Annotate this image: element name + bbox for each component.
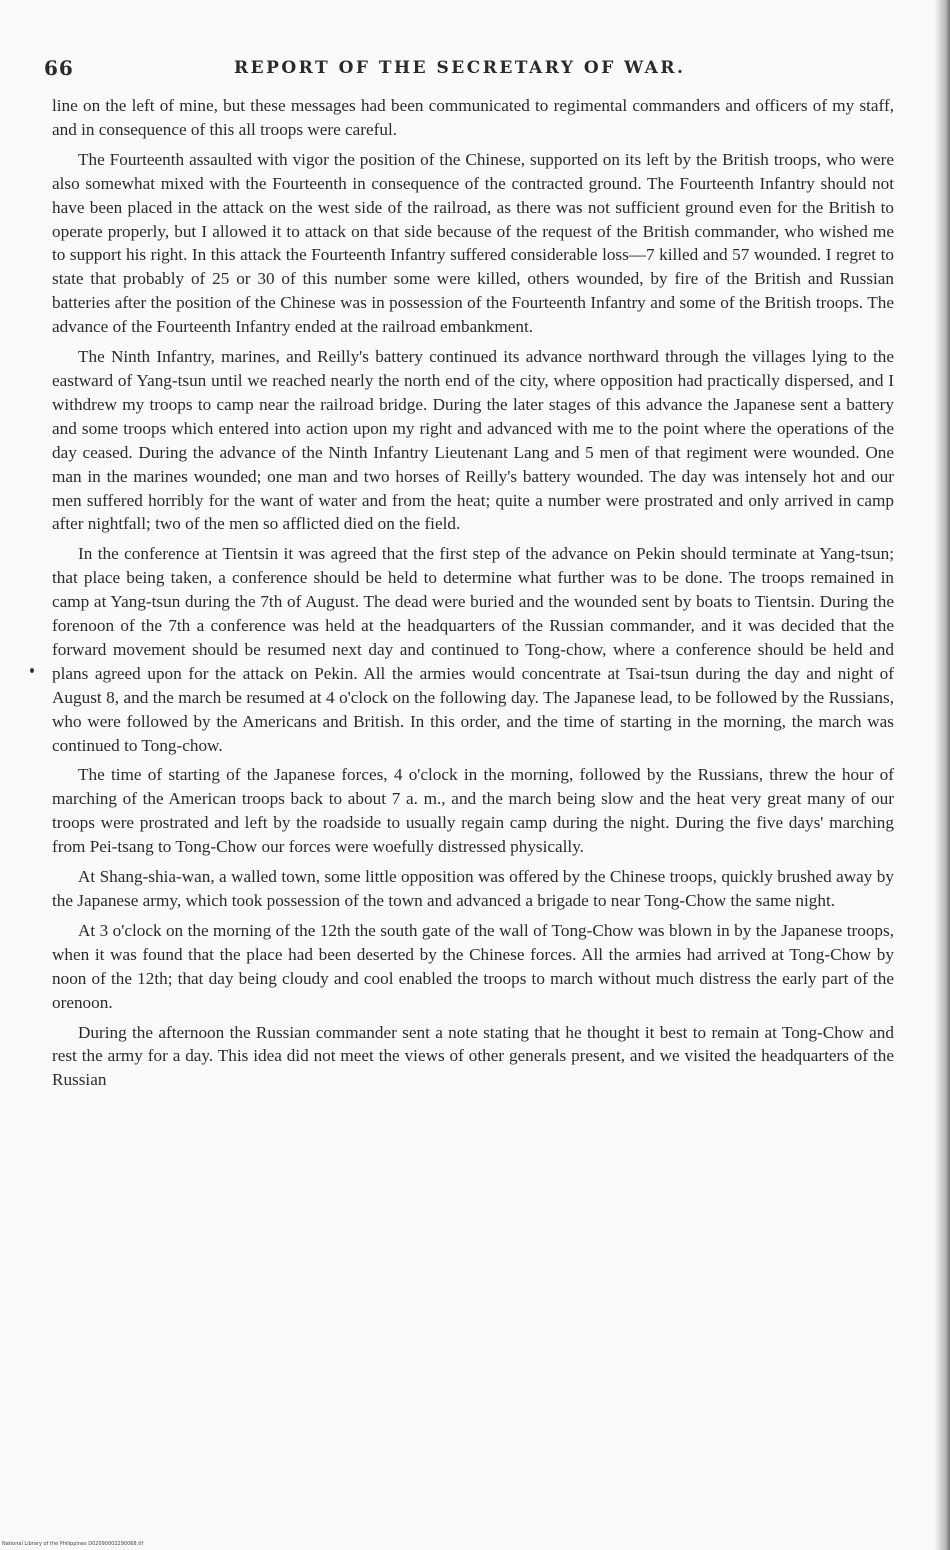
margin-mark <box>30 668 34 673</box>
running-title: REPORT OF THE SECRETARY OF WAR. <box>234 58 686 78</box>
paragraph-shang-shia-wan: At Shang-shia-wan, a walled town, some little opposition was offered by the Chinese troops, quickly brushed away by the Japanese army, which took possession of the town and advanced a brigade to near Tong-Chow the same night. <box>52 867 894 910</box>
page-header <box>44 56 900 84</box>
report-body <box>52 94 894 1098</box>
paragraph-tong-chow-gate: At 3 o'clock on the morning of the 12th the south gate of the wall of Tong-Chow was blown in by the Japanese troops, when it was found that the place had been deserted by the Chinese forces. All the armies had arrived at Tong-Chow by noon of the 12th; that day being cloudy and cool enabled the troops to march without much distress the early part of the orenoon. <box>52 920 894 1012</box>
page-edge-shadow <box>934 0 950 1550</box>
paragraph-fourteenth-assault: The Fourteenth assaulted with vigor the position of the Chinese, supported on its left by the British troops, who were also somewhat mixed with the Fourteenth in consequence of the contracted ground. The Fourteenth Infantry should not have been placed in the attack on the west side of the railroad, as there was not sufficient ground even for the British to operate properly, but I allowed it to attack on that side because of the request of the British commander, who wished me to support his right. In this attack the Fourteenth Infantry suffered considerable loss—7 killed and 57 wounded. I regret to state that probably of 25 or 30 of this number some were killed, others wounded, by fire of the British and Russian batteries after the position of the Chinese was in possession of the Fourteenth Infantry and some of the British troops. The advance of the Fourteenth Infantry ended at the railroad embankment. <box>52 149 894 337</box>
paragraph-march-timing: The time of starting of the Japanese forces, 4 o'clock in the morning, followed by the Russians, threw the hour of marching of the American troops back to about 7 a. m., and the march being slow and the heat very great many of our troops were prostrated and left by the roadside to usually regain camp during the night. During the five days' marching from Pei-tsang to Tong-Chow our forces were woefully distressed physically. <box>52 765 894 857</box>
scan-footer: National Library of the Philippines D02090002290068.tif <box>2 1541 144 1547</box>
paragraph-ninth-infantry: The Ninth Infantry, marines, and Reilly's battery continued its advance northward through the villages lying to the eastward of Yang-tsun until we reached nearly the north end of the city, where opposition had practically dispersed, and I withdrew my troops to camp near the railroad bridge. During the later stages of this advance the Japanese sent a battery and some troops which entered into action upon my right and advanced with me to the point where the operations of the day ceased. During the advance of the Ninth Infantry Lieutenant Lang and 5 men of that regiment were wounded. One man in the marines wounded; one man and two horses of Reilly's battery wounded. The day was intensely hot and our men suffered horribly for the want of water and from the heat; quite a number were prostrated and only arrived in camp after nightfall; two of the men so afflicted died on the field. <box>52 347 894 534</box>
paragraph-russian-note: During the afternoon the Russian commander sent a note stating that he thought it best to remain at Tong-Chow and rest the army for a day. This idea did not meet the views of other generals present, and we visited the headquarters of the Russian <box>52 1022 894 1090</box>
paragraph-tientsin-conference: In the conference at Tientsin it was agreed that the first step of the advance on Pekin should terminate at Yang-tsun; that place being taken, a conference should be held to determine what further was to be done. The troops remained in camp at Yang-tsun during the 7th of August. The dead were buried and the wounded sent by boats to Tientsin. During the forenoon of the 7th a conference was held at the headquarters of the Russian commander, and it was decided that the forward movement should be resumed next day and continued to Tong-chow, where a conference should be held and plans agreed upon for the attack on Pekin. All the armies would concentrate at Tsai-tsun during the day and night of August 8, and the march be resumed at 4 o'clock on the following day. The Japanese lead, to be followed by the Russians, who were followed by the Americans and British. In this order, and the time of starting in the morning, the march was continued to Tong-chow. <box>52 544 894 755</box>
page-number: 66 <box>44 56 74 80</box>
paragraph-continuation: line on the left of mine, but these messages had been communicated to regimental commanders and officers of my staff, and in consequence of this all troops were careful. <box>52 96 894 139</box>
